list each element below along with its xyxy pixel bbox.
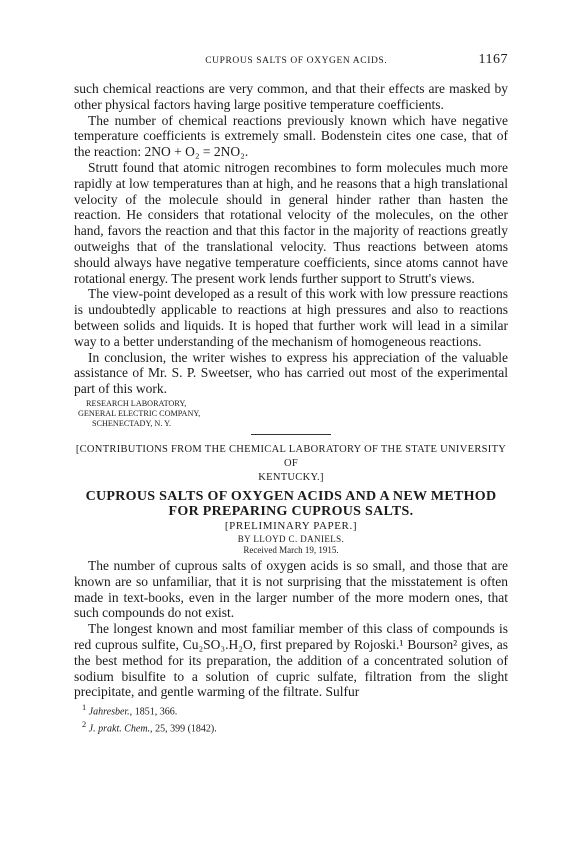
paragraph: The number of chemical reactions previously known which have negative temperature coefficients is extremely small. Bodenstein cites one case, that of the reaction: 2NO + O₂ = 2NO₂.: [74, 112, 508, 160]
footnote-reference: 25, 399 (1842).: [155, 723, 217, 735]
footnote: [82, 719, 508, 736]
article-title: [74, 489, 508, 519]
title-line: FOR PREPARING CUPROUS SALTS.: [168, 503, 414, 519]
footnote-reference: 1851, 366.: [134, 706, 178, 718]
paragraph: The view-point developed as a result of this work with low pressure reactions is undoubtedly applicable to reactions at high pressures and also to reactions between solids and liquids. It is hoped that further work will lead in a similar way to a better understanding of the mechanism of homogeneous reactions.: [74, 286, 508, 349]
title-line: CUPROUS SALTS OF OXYGEN ACIDS AND A NEW METHOD: [85, 488, 497, 504]
signature-line: SCHENECTADY, N. Y.: [92, 418, 172, 428]
footnote: [82, 702, 508, 719]
contribution-line: [CONTRIBUTIONS FROM THE CHEMICAL LABORATORY OF THE STATE UNIVERSITY OF: [75, 443, 507, 469]
running-title: CUPROUS SALTS OF OXYGEN ACIDS.: [205, 56, 388, 66]
paragraph: In conclusion, the writer wishes to express his appreciation of the valuable assistance of Mr. S. P. Sweetser, who has carried out most of the experimental part of this work.: [74, 349, 508, 397]
footnote-mark: 1: [82, 703, 87, 713]
received-date: Received March 19, 1915.: [243, 544, 339, 555]
section-divider: [251, 434, 331, 435]
footnote-source: J. prakt. Chem.,: [88, 723, 153, 735]
contribution-note: [74, 443, 508, 485]
footnote-source: Jahresber.,: [88, 706, 133, 718]
article-body-bottom: [74, 558, 508, 700]
article-body-top: [74, 81, 508, 397]
contribution-line: KENTUCKY.]: [258, 471, 324, 483]
paragraph: Strutt found that atomic nitrogen recombines to form molecules much more rapidly at low temperatures than at high, and he reasons that a high translational velocity of the molecule should in general hinder rather than hasten the reaction. He considers that rotational velocity of the molecules, on the other hand, favors the reaction and that this factor in the majority of reactions greatly outweighs that of the translational velocity. Thus reactions between atoms should always have negative temperature coefficients, since atoms cannot have rotational energy. The present work lends further support to Strutt's views.: [74, 159, 508, 286]
signature-line: GENERAL ELECTRIC COMPANY,: [78, 408, 201, 418]
paragraph: The number of cuprous salts of oxygen acids is so small, and those that are known are so unfamiliar, that it is not surprising that the misstatement is often made in text-books, even in the larger number of the more modern ones, that such compounds do not exist.: [74, 557, 508, 621]
journal-page: [74, 52, 508, 736]
signature-line: RESEARCH LABORATORY,: [86, 398, 187, 408]
article-subtitle: [PRELIMINARY PAPER.]: [224, 519, 358, 532]
paragraph: such chemical reactions are very common, and that their effects are masked by other physical factors having large positive temperature coefficients.: [74, 81, 508, 112]
footnotes: [74, 702, 508, 736]
paragraph: The longest known and most familiar member of this class of compounds is red cuprous sulfite, Cu₂SO₃.H₂O, first prepared by Rojoski.¹ Bourson² gives, as the best method for its preparation, the addition of a concentrated solution of sodium bisulfite to a solution of cupric sulfate, filtration from the slight precipitate, and gentle warming of the filtrate. Sulfur: [74, 621, 508, 700]
page-number: 1167: [478, 52, 508, 67]
author-byline: BY LLOYD C. DANIELS.: [237, 533, 345, 544]
affiliation-signature: [74, 399, 508, 429]
footnote-mark: 2: [82, 719, 87, 729]
running-header: [74, 52, 508, 68]
